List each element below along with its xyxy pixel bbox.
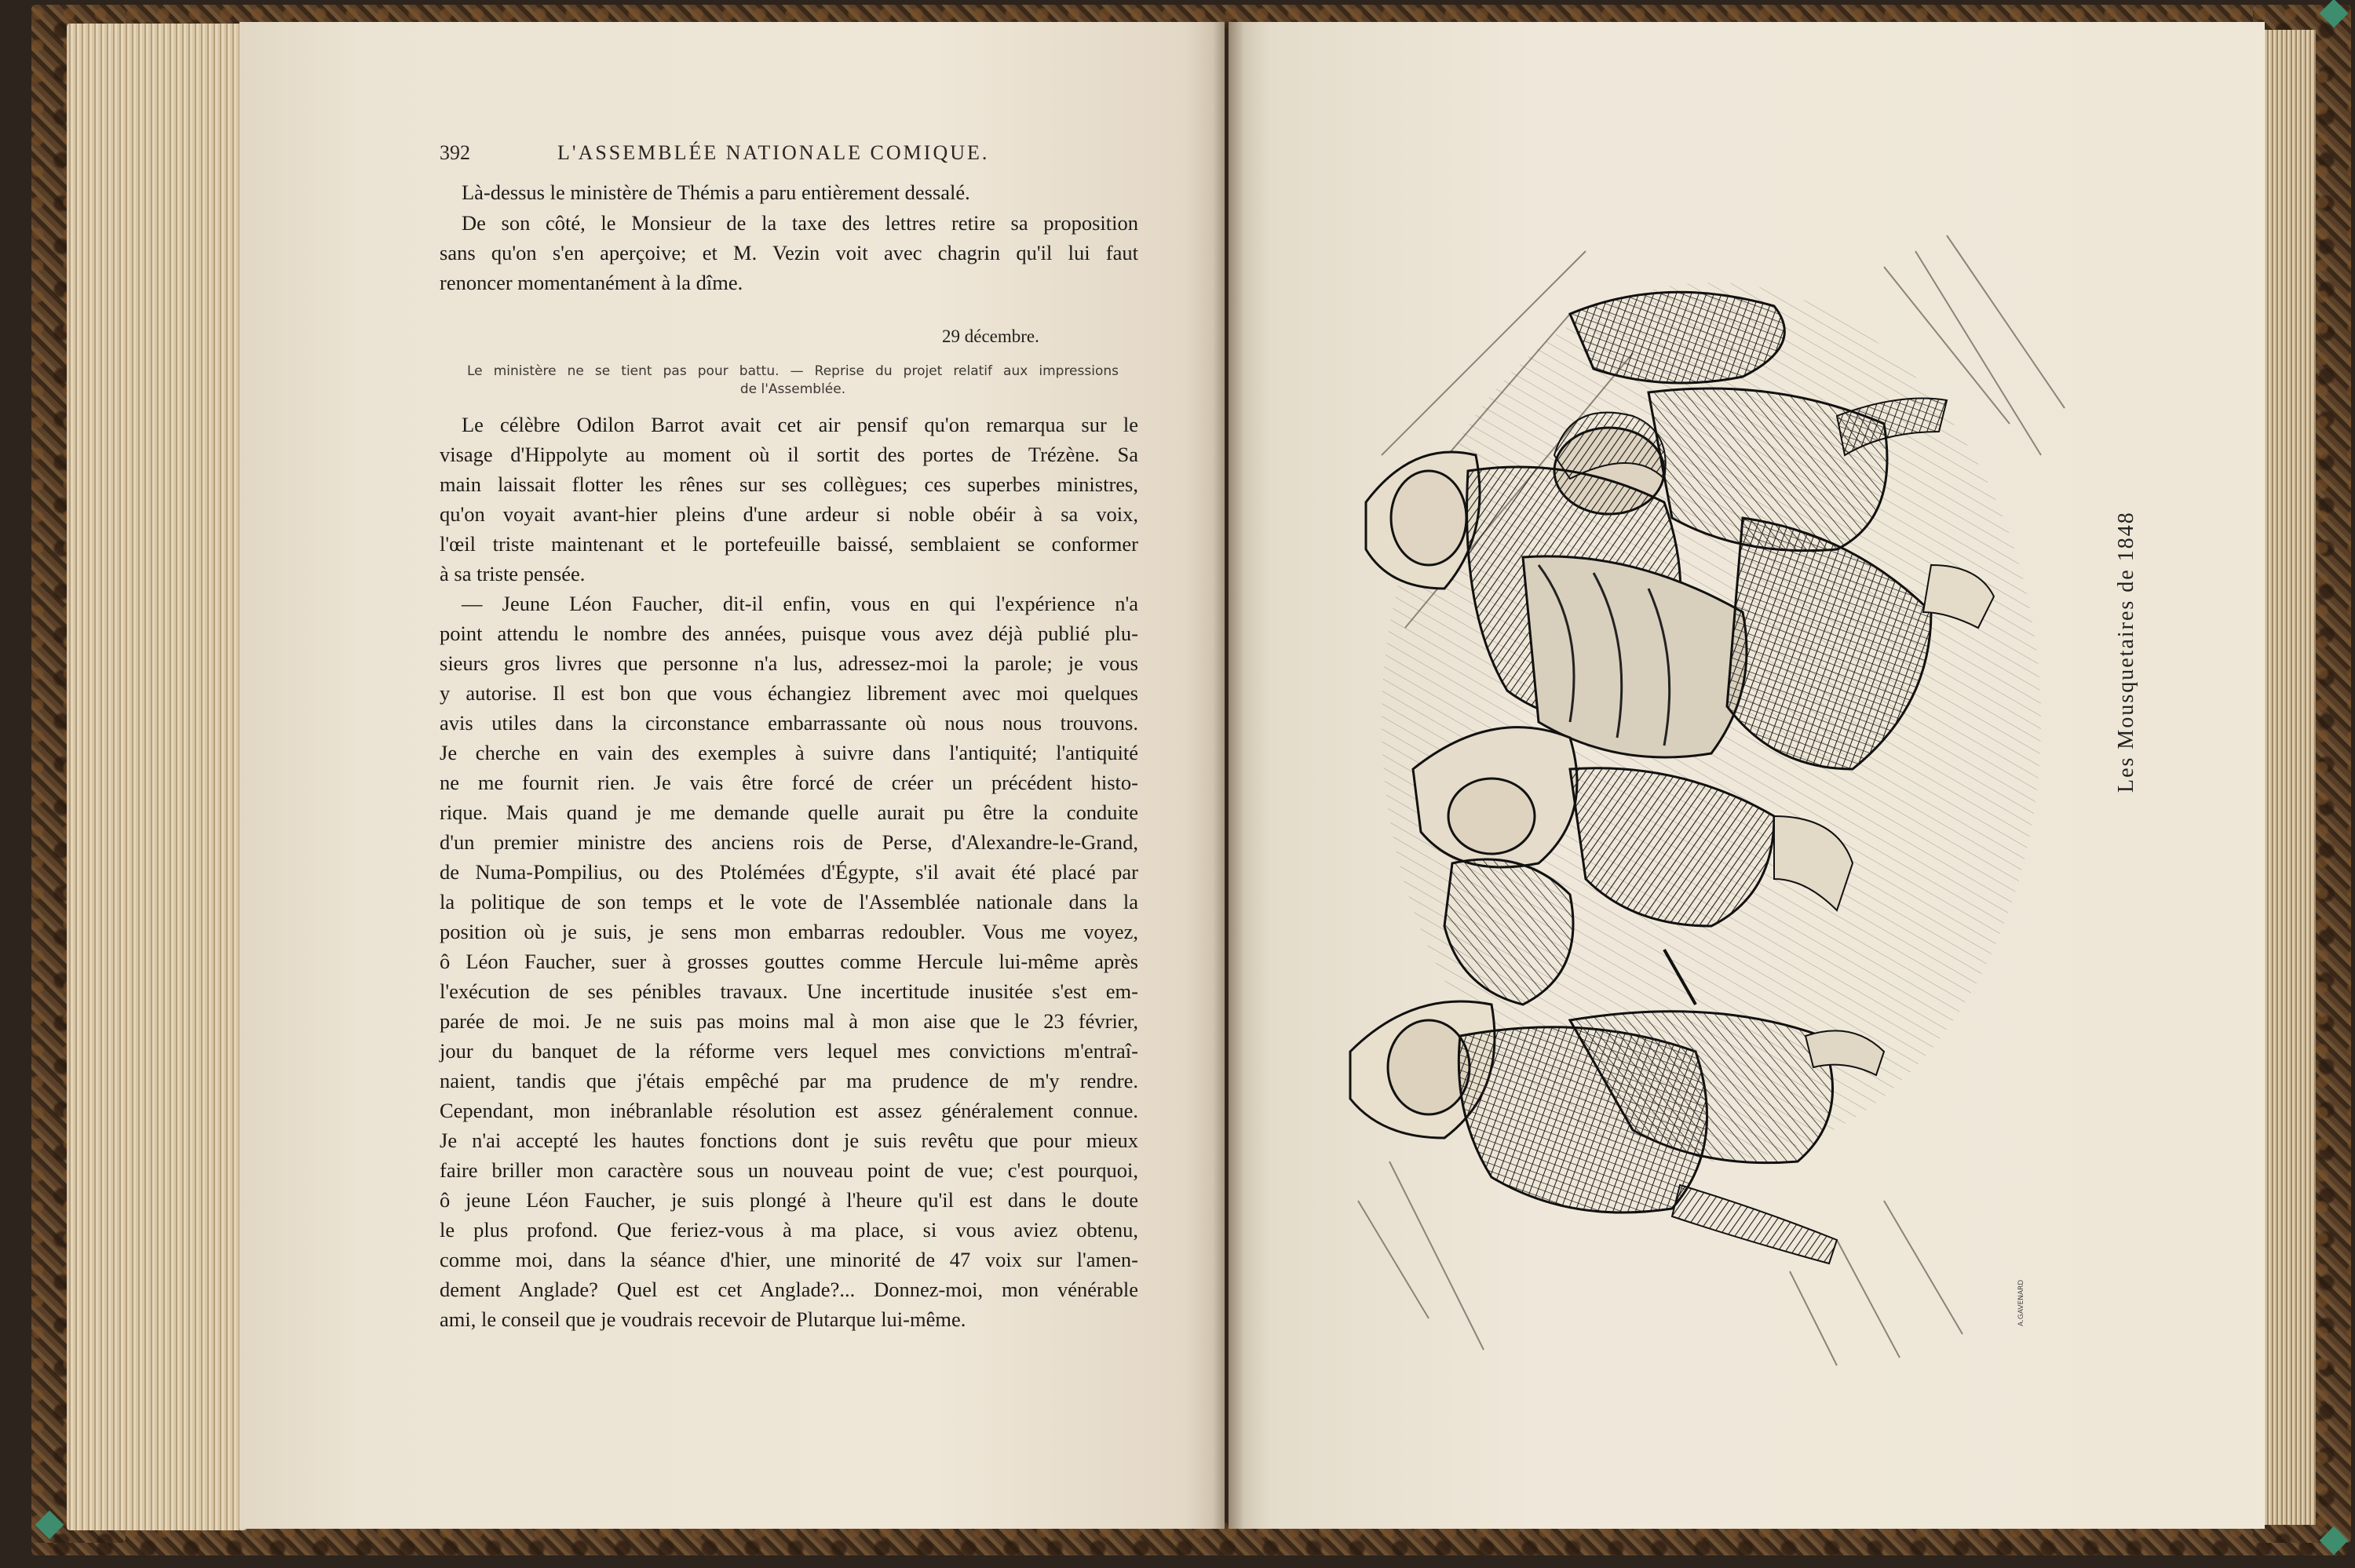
text-line: l'exécution de ses pénibles travaux. Une incertitude inusitée s'est em- <box>440 979 1138 1003</box>
page-edges-left <box>67 24 247 1530</box>
text-line: renoncer momentanément à la dîme. <box>440 271 743 294</box>
text-line: avis utiles dans la circonstance embarrassante où nous nous trouvons. <box>440 711 1138 735</box>
running-title: L'ASSEMBLÉE NATIONALE COMIQUE. <box>557 141 990 164</box>
text-line: de l'Assemblée. <box>739 381 846 397</box>
text-line: Le célèbre Odilon Barrot avait cet air pensif qu'on remarqua sur le <box>462 413 1138 436</box>
text-line: point attendu le nombre des années, puisque vous avez déjà publié plu- <box>440 622 1138 645</box>
text-line: comme moi, dans la séance d'hier, une minorité de 47 voix sur l'amen- <box>440 1248 1138 1271</box>
paragraph <box>440 589 1138 1334</box>
engraving-illustration <box>1334 220 2072 1381</box>
text-line: dement Anglade? Quel est cet Anglade?... Donnez-moi, mon vénérable <box>440 1278 1138 1301</box>
text-line: naient, tandis que j'étais empêché par ma prudence de m'y rendre. <box>440 1069 1138 1092</box>
text-line: d'un premier ministre des anciens rois de Perse, d'Alexandre-le-Grand, <box>440 830 1138 854</box>
text-line: ô jeune Léon Faucher, je suis plongé à l'heure qu'il est dans le doute <box>440 1188 1138 1212</box>
text-line: Là-dessus le ministère de Thémis a paru entièrement dessalé. <box>462 181 970 204</box>
text-line: l'œil triste maintenant et le portefeuille baissé, semblaient se conformer <box>440 532 1138 556</box>
text-line: ô Léon Faucher, suer à grosses gouttes comme Hercule lui-même après <box>440 950 1138 973</box>
book-gutter <box>1213 22 1244 1529</box>
paragraph <box>440 177 1138 207</box>
section-summary <box>467 363 1119 399</box>
page-number: 392 <box>440 141 470 164</box>
text-line: y autorise. Il est bon que vous échangiez librement avec moi quelques <box>440 681 1138 705</box>
text-line: faire briller mon caractère sous un nouveau point de vue; c'est pourquoi, <box>440 1158 1138 1182</box>
text-line: position où je suis, je sens mon embarras redoubler. Vous me voyez, <box>440 920 1138 943</box>
paragraph <box>440 208 1138 297</box>
artist-signature: A.GAVENARD <box>2017 1279 2025 1326</box>
text-line: ne me fournit rien. Je vais être forcé de créer un précédent histo- <box>440 771 1138 794</box>
text-line: visage d'Hippolyte au moment où il sortit des portes de Trézène. Sa <box>440 443 1138 466</box>
text-line: Le ministère ne se tient pas pour battu. — Reprise du projet relatif aux impressions <box>467 363 1119 379</box>
section-date: 29 décembre. <box>942 326 1039 346</box>
text-line: main laissait flotter les rênes sur ses collègues; ces superbes ministres, <box>440 472 1138 496</box>
text-line: — Jeune Léon Faucher, dit-il enfin, vous en qui l'expérience n'a <box>462 592 1138 615</box>
text-line: ami, le conseil que je voudrais recevoir de Plutarque lui-même. <box>440 1307 966 1331</box>
text-line: De son côté, le Monsieur de la taxe des lettres retire sa proposition <box>462 211 1138 235</box>
paragraph <box>440 410 1138 589</box>
text-line: jour du banquet de la réforme vers lequel mes convictions m'entraî- <box>440 1039 1138 1063</box>
text-line: à sa triste pensée. <box>440 562 586 585</box>
text-line: Cependant, mon inébranlable résolution est assez généralement connue. <box>440 1099 1138 1122</box>
page-edges-right <box>2261 30 2316 1525</box>
text-line: la politique de son temps et le vote de l'Assemblée nationale dans la <box>440 890 1138 913</box>
text-line: rique. Mais quand je me demande quelle aurait pu être la conduite <box>440 800 1138 824</box>
text-line: Je cherche en vain des exemples à suivre dans l'antiquité; l'antiquité <box>440 741 1138 764</box>
text-line: le plus profond. Que feriez-vous à ma place, si vous aviez obtenu, <box>440 1218 1138 1242</box>
text-line: sieurs gros livres que personne n'a lus, adressez-moi la parole; je vous <box>440 651 1138 675</box>
text-line: qu'on voyait avant-hier pleins d'une ardeur si noble obéir à sa voix, <box>440 502 1138 526</box>
text-line: sans qu'on s'en aperçoive; et M. Vezin voit avec chagrin qu'il lui faut <box>440 241 1138 264</box>
illustration-caption: Les Mousquetaires de 1848 <box>2114 511 2138 793</box>
text-line: de Numa-Pompilius, ou des Ptolémées d'Égypte, s'il avait été placé par <box>440 860 1138 884</box>
text-line: Je n'ai accepté les hautes fonctions dont je suis revêtu que pour mieux <box>440 1129 1138 1152</box>
text-line: parée de moi. Je ne suis pas moins mal à mon aise que le 23 février, <box>440 1009 1138 1033</box>
running-head <box>440 141 1146 173</box>
